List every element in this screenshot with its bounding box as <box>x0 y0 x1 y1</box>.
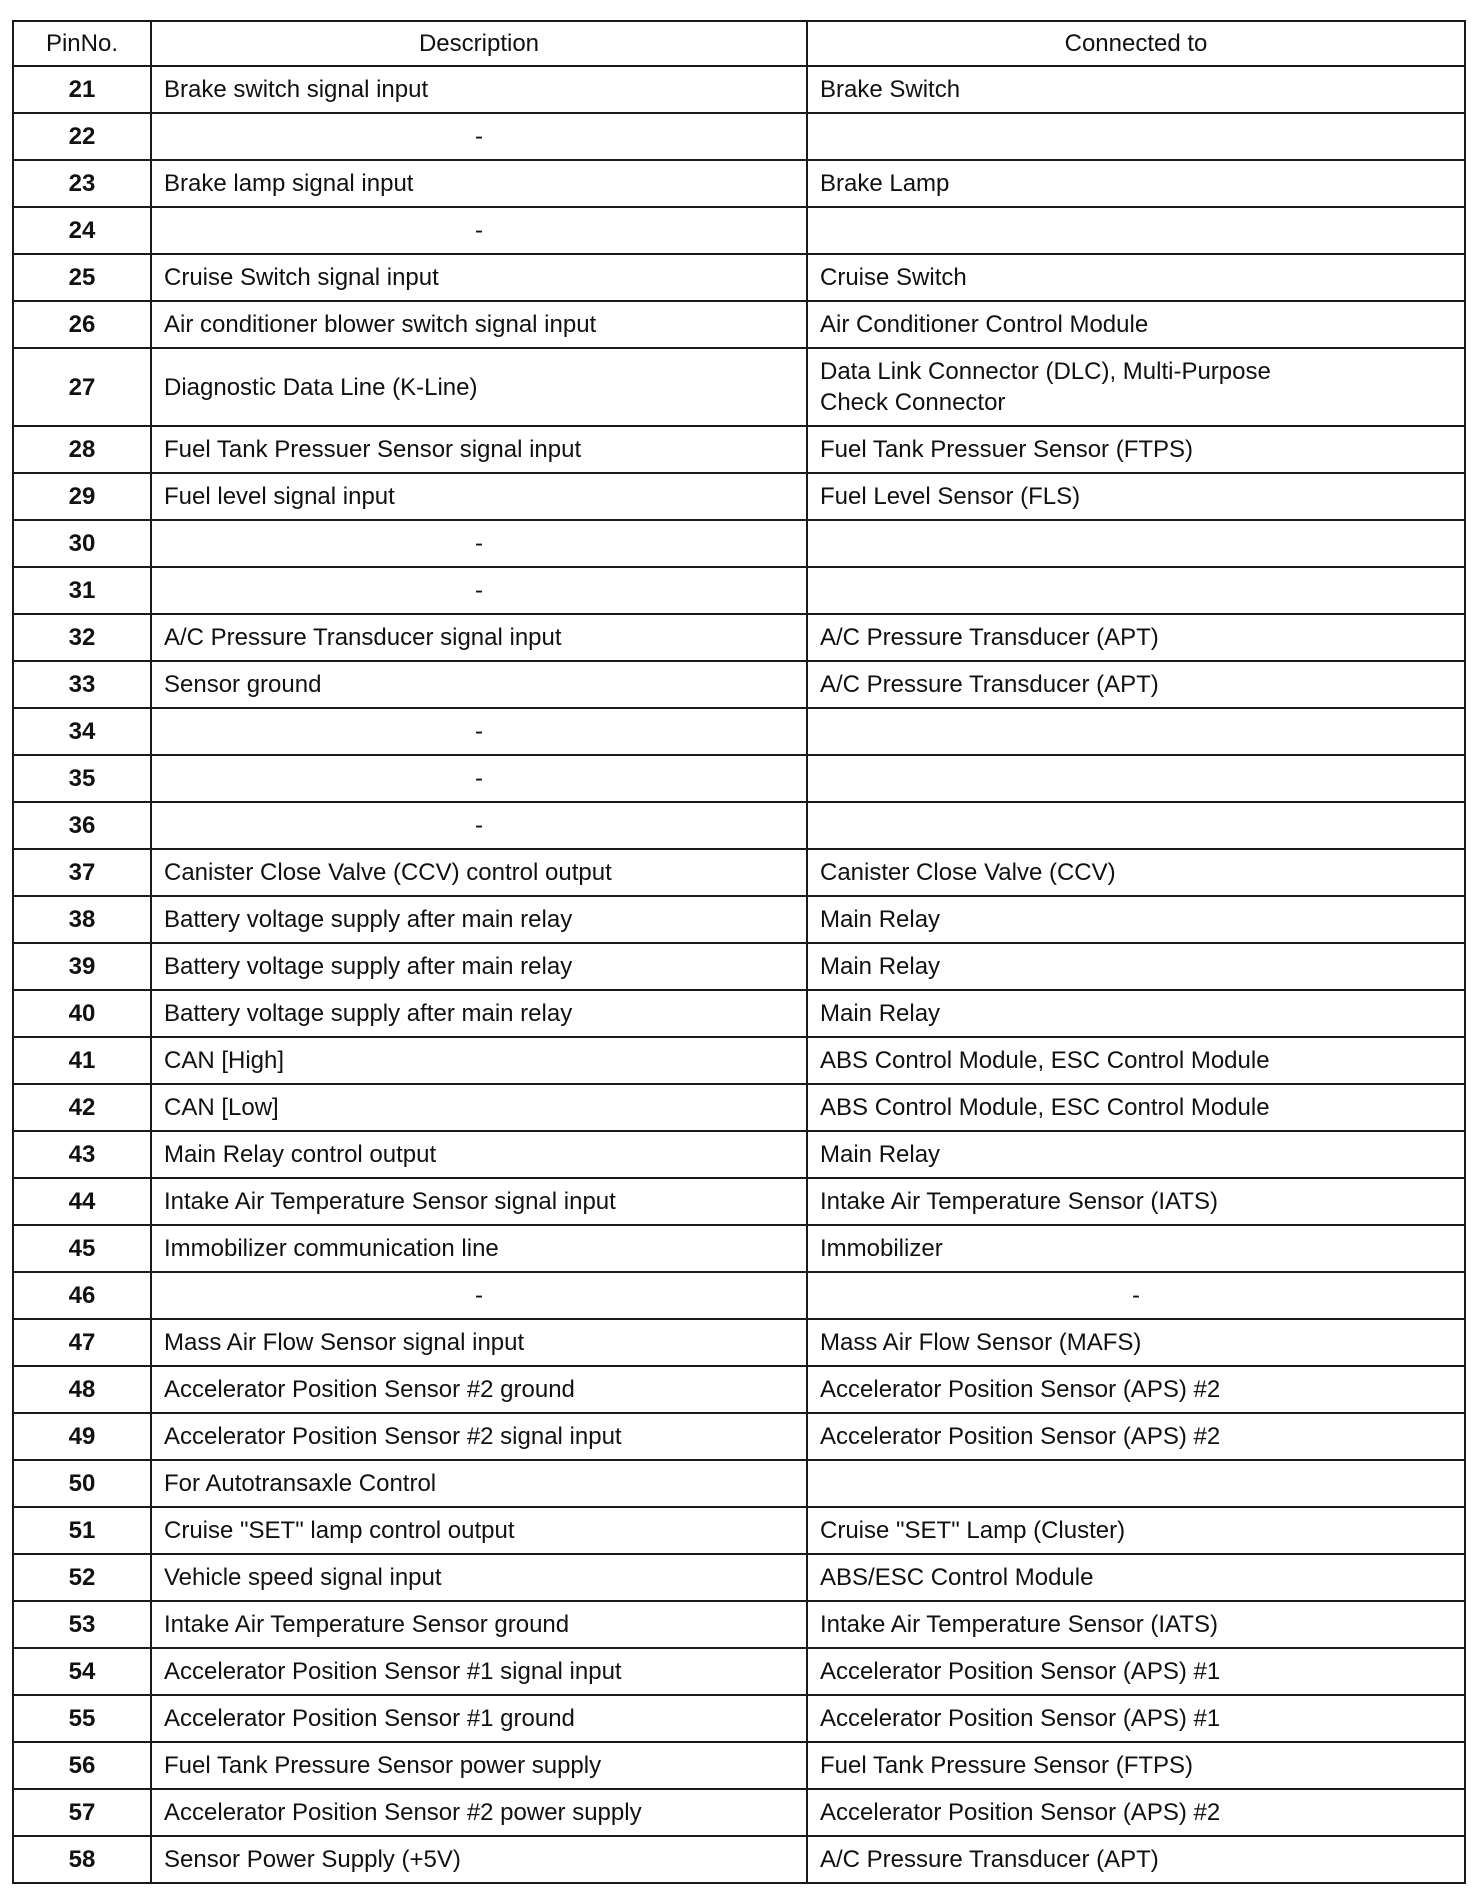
table-row <box>13 301 1465 348</box>
connected-to-cell: ABS/ESC Control Module <box>807 1554 1465 1601</box>
header-description: Description <box>151 21 807 66</box>
description-cell: Immobilizer communication line <box>151 1225 807 1272</box>
connected-to-cell: A/C Pressure Transducer (APT) <box>807 614 1465 661</box>
table-row <box>13 1131 1465 1178</box>
table-header <box>13 21 1465 66</box>
description-cell: - <box>151 113 807 160</box>
description-cell: Battery voltage supply after main relay <box>151 896 807 943</box>
connected-to-cell: Mass Air Flow Sensor (MAFS) <box>807 1319 1465 1366</box>
table-row <box>13 1836 1465 1883</box>
pin-number-cell: 37 <box>13 849 151 896</box>
description-cell: Main Relay control output <box>151 1131 807 1178</box>
connected-to-cell: Brake Lamp <box>807 160 1465 207</box>
description-cell: Accelerator Position Sensor #2 power supply <box>151 1789 807 1836</box>
table-row <box>13 1789 1465 1836</box>
description-cell: - <box>151 520 807 567</box>
connected-to-cell: Main Relay <box>807 1131 1465 1178</box>
connected-to-cell: Canister Close Valve (CCV) <box>807 849 1465 896</box>
pin-table <box>12 20 1466 1884</box>
pin-number-cell: 30 <box>13 520 151 567</box>
table-row <box>13 1601 1465 1648</box>
pin-number-cell: 27 <box>13 348 151 426</box>
table-row <box>13 1084 1465 1131</box>
description-cell: Cruise Switch signal input <box>151 254 807 301</box>
connected-to-cell: Main Relay <box>807 943 1465 990</box>
pin-number-cell: 49 <box>13 1413 151 1460</box>
description-cell: CAN [Low] <box>151 1084 807 1131</box>
description-cell: Fuel Tank Pressure Sensor power supply <box>151 1742 807 1789</box>
connected-to-line: Data Link Connector (DLC), Multi-Purpose <box>820 358 1271 385</box>
table-row <box>13 254 1465 301</box>
table-row <box>13 207 1465 254</box>
connected-to-cell <box>807 1460 1465 1507</box>
connected-to-cell: Cruise "SET" Lamp (Cluster) <box>807 1507 1465 1554</box>
description-cell: Accelerator Position Sensor #1 signal input <box>151 1648 807 1695</box>
connected-to-cell <box>807 348 1465 426</box>
connected-to-cell: Fuel Level Sensor (FLS) <box>807 473 1465 520</box>
pin-number-cell: 52 <box>13 1554 151 1601</box>
description-cell: Canister Close Valve (CCV) control output <box>151 849 807 896</box>
table-row <box>13 755 1465 802</box>
table-row <box>13 1319 1465 1366</box>
connected-to-cell: Air Conditioner Control Module <box>807 301 1465 348</box>
connected-to-cell <box>807 802 1465 849</box>
pin-number-cell: 56 <box>13 1742 151 1789</box>
pin-number-cell: 45 <box>13 1225 151 1272</box>
pin-number-cell: 53 <box>13 1601 151 1648</box>
table-row <box>13 113 1465 160</box>
pin-number-cell: 48 <box>13 1366 151 1413</box>
connected-to-cell <box>807 520 1465 567</box>
description-cell: - <box>151 207 807 254</box>
table-row <box>13 1366 1465 1413</box>
table-row <box>13 661 1465 708</box>
pin-number-cell: 54 <box>13 1648 151 1695</box>
description-cell: - <box>151 1272 807 1319</box>
pin-number-cell: 51 <box>13 1507 151 1554</box>
description-cell: Accelerator Position Sensor #2 signal input <box>151 1413 807 1460</box>
pin-number-cell: 26 <box>13 301 151 348</box>
table-row <box>13 1225 1465 1272</box>
description-cell: Fuel level signal input <box>151 473 807 520</box>
description-cell: Diagnostic Data Line (K-Line) <box>151 348 807 426</box>
table-row <box>13 1460 1465 1507</box>
connected-to-cell: A/C Pressure Transducer (APT) <box>807 1836 1465 1883</box>
description-cell: Sensor ground <box>151 661 807 708</box>
description-cell: Fuel Tank Pressuer Sensor signal input <box>151 426 807 473</box>
table-body <box>13 66 1465 1883</box>
connected-to-cell: A/C Pressure Transducer (APT) <box>807 661 1465 708</box>
connected-to-line: Check Connector <box>820 389 1006 416</box>
pin-number-cell: 43 <box>13 1131 151 1178</box>
description-cell: Sensor Power Supply (+5V) <box>151 1836 807 1883</box>
table-row <box>13 160 1465 207</box>
pin-number-cell: 33 <box>13 661 151 708</box>
pin-number-cell: 55 <box>13 1695 151 1742</box>
table-row <box>13 567 1465 614</box>
pin-number-cell: 42 <box>13 1084 151 1131</box>
header-connected-to: Connected to <box>807 21 1465 66</box>
connected-to-cell: ABS Control Module, ESC Control Module <box>807 1084 1465 1131</box>
table-row <box>13 1178 1465 1225</box>
pin-number-cell: 36 <box>13 802 151 849</box>
header-pin-no: PinNo. <box>13 21 151 66</box>
table-row <box>13 708 1465 755</box>
connected-to-cell: Fuel Tank Pressure Sensor (FTPS) <box>807 1742 1465 1789</box>
connected-to-cell: Immobilizer <box>807 1225 1465 1272</box>
table-row <box>13 1037 1465 1084</box>
connected-to-cell: Main Relay <box>807 896 1465 943</box>
description-cell: Brake lamp signal input <box>151 160 807 207</box>
pin-number-cell: 29 <box>13 473 151 520</box>
table-row <box>13 1695 1465 1742</box>
table-row <box>13 943 1465 990</box>
description-cell: Cruise "SET" lamp control output <box>151 1507 807 1554</box>
pin-number-cell: 22 <box>13 113 151 160</box>
connected-to-cell: - <box>807 1272 1465 1319</box>
description-cell: Intake Air Temperature Sensor signal input <box>151 1178 807 1225</box>
pin-number-cell: 28 <box>13 426 151 473</box>
pin-number-cell: 50 <box>13 1460 151 1507</box>
connected-to-cell: Accelerator Position Sensor (APS) #2 <box>807 1413 1465 1460</box>
table-row <box>13 1554 1465 1601</box>
description-cell: For Autotransaxle Control <box>151 1460 807 1507</box>
description-cell: - <box>151 708 807 755</box>
pin-number-cell: 24 <box>13 207 151 254</box>
description-cell: Accelerator Position Sensor #2 ground <box>151 1366 807 1413</box>
pin-number-cell: 58 <box>13 1836 151 1883</box>
connected-to-cell <box>807 755 1465 802</box>
table-row <box>13 348 1465 426</box>
table-row <box>13 66 1465 113</box>
connected-to-cell <box>807 567 1465 614</box>
description-cell: Air conditioner blower switch signal input <box>151 301 807 348</box>
connected-to-cell: Accelerator Position Sensor (APS) #2 <box>807 1366 1465 1413</box>
header-row <box>13 21 1465 66</box>
table-row <box>13 849 1465 896</box>
description-cell: - <box>151 802 807 849</box>
description-cell: Battery voltage supply after main relay <box>151 990 807 1037</box>
pin-number-cell: 21 <box>13 66 151 113</box>
description-cell: - <box>151 567 807 614</box>
table-row <box>13 1648 1465 1695</box>
description-cell: Vehicle speed signal input <box>151 1554 807 1601</box>
pin-number-cell: 47 <box>13 1319 151 1366</box>
table-row <box>13 1413 1465 1460</box>
pin-number-cell: 32 <box>13 614 151 661</box>
connected-to-cell <box>807 113 1465 160</box>
description-cell: CAN [High] <box>151 1037 807 1084</box>
description-cell: A/C Pressure Transducer signal input <box>151 614 807 661</box>
table-row <box>13 473 1465 520</box>
connected-to-cell: Accelerator Position Sensor (APS) #1 <box>807 1695 1465 1742</box>
connected-to-cell: Main Relay <box>807 990 1465 1037</box>
table-row <box>13 1507 1465 1554</box>
table-row <box>13 1742 1465 1789</box>
description-cell: - <box>151 755 807 802</box>
table-row <box>13 896 1465 943</box>
connected-to-cell: Brake Switch <box>807 66 1465 113</box>
pin-number-cell: 34 <box>13 708 151 755</box>
connected-to-cell: Accelerator Position Sensor (APS) #1 <box>807 1648 1465 1695</box>
connected-to-cell <box>807 207 1465 254</box>
pin-number-cell: 25 <box>13 254 151 301</box>
table-row <box>13 1272 1465 1319</box>
table-row <box>13 520 1465 567</box>
description-cell: Battery voltage supply after main relay <box>151 943 807 990</box>
connected-to-cell: ABS Control Module, ESC Control Module <box>807 1037 1465 1084</box>
pin-number-cell: 46 <box>13 1272 151 1319</box>
description-cell: Brake switch signal input <box>151 66 807 113</box>
connected-to-cell: Cruise Switch <box>807 254 1465 301</box>
pin-number-cell: 39 <box>13 943 151 990</box>
table-row <box>13 802 1465 849</box>
pin-number-cell: 31 <box>13 567 151 614</box>
pin-number-cell: 23 <box>13 160 151 207</box>
pin-number-cell: 41 <box>13 1037 151 1084</box>
pin-number-cell: 35 <box>13 755 151 802</box>
connected-to-cell <box>807 708 1465 755</box>
description-cell: Accelerator Position Sensor #1 ground <box>151 1695 807 1742</box>
table-row <box>13 426 1465 473</box>
pin-number-cell: 38 <box>13 896 151 943</box>
pin-number-cell: 44 <box>13 1178 151 1225</box>
connected-to-cell: Accelerator Position Sensor (APS) #2 <box>807 1789 1465 1836</box>
connected-to-cell: Fuel Tank Pressuer Sensor (FTPS) <box>807 426 1465 473</box>
pin-number-cell: 57 <box>13 1789 151 1836</box>
description-cell: Mass Air Flow Sensor signal input <box>151 1319 807 1366</box>
connected-to-cell: Intake Air Temperature Sensor (IATS) <box>807 1601 1465 1648</box>
table-row <box>13 614 1465 661</box>
connected-to-cell: Intake Air Temperature Sensor (IATS) <box>807 1178 1465 1225</box>
pin-number-cell: 40 <box>13 990 151 1037</box>
description-cell: Intake Air Temperature Sensor ground <box>151 1601 807 1648</box>
table-row <box>13 990 1465 1037</box>
